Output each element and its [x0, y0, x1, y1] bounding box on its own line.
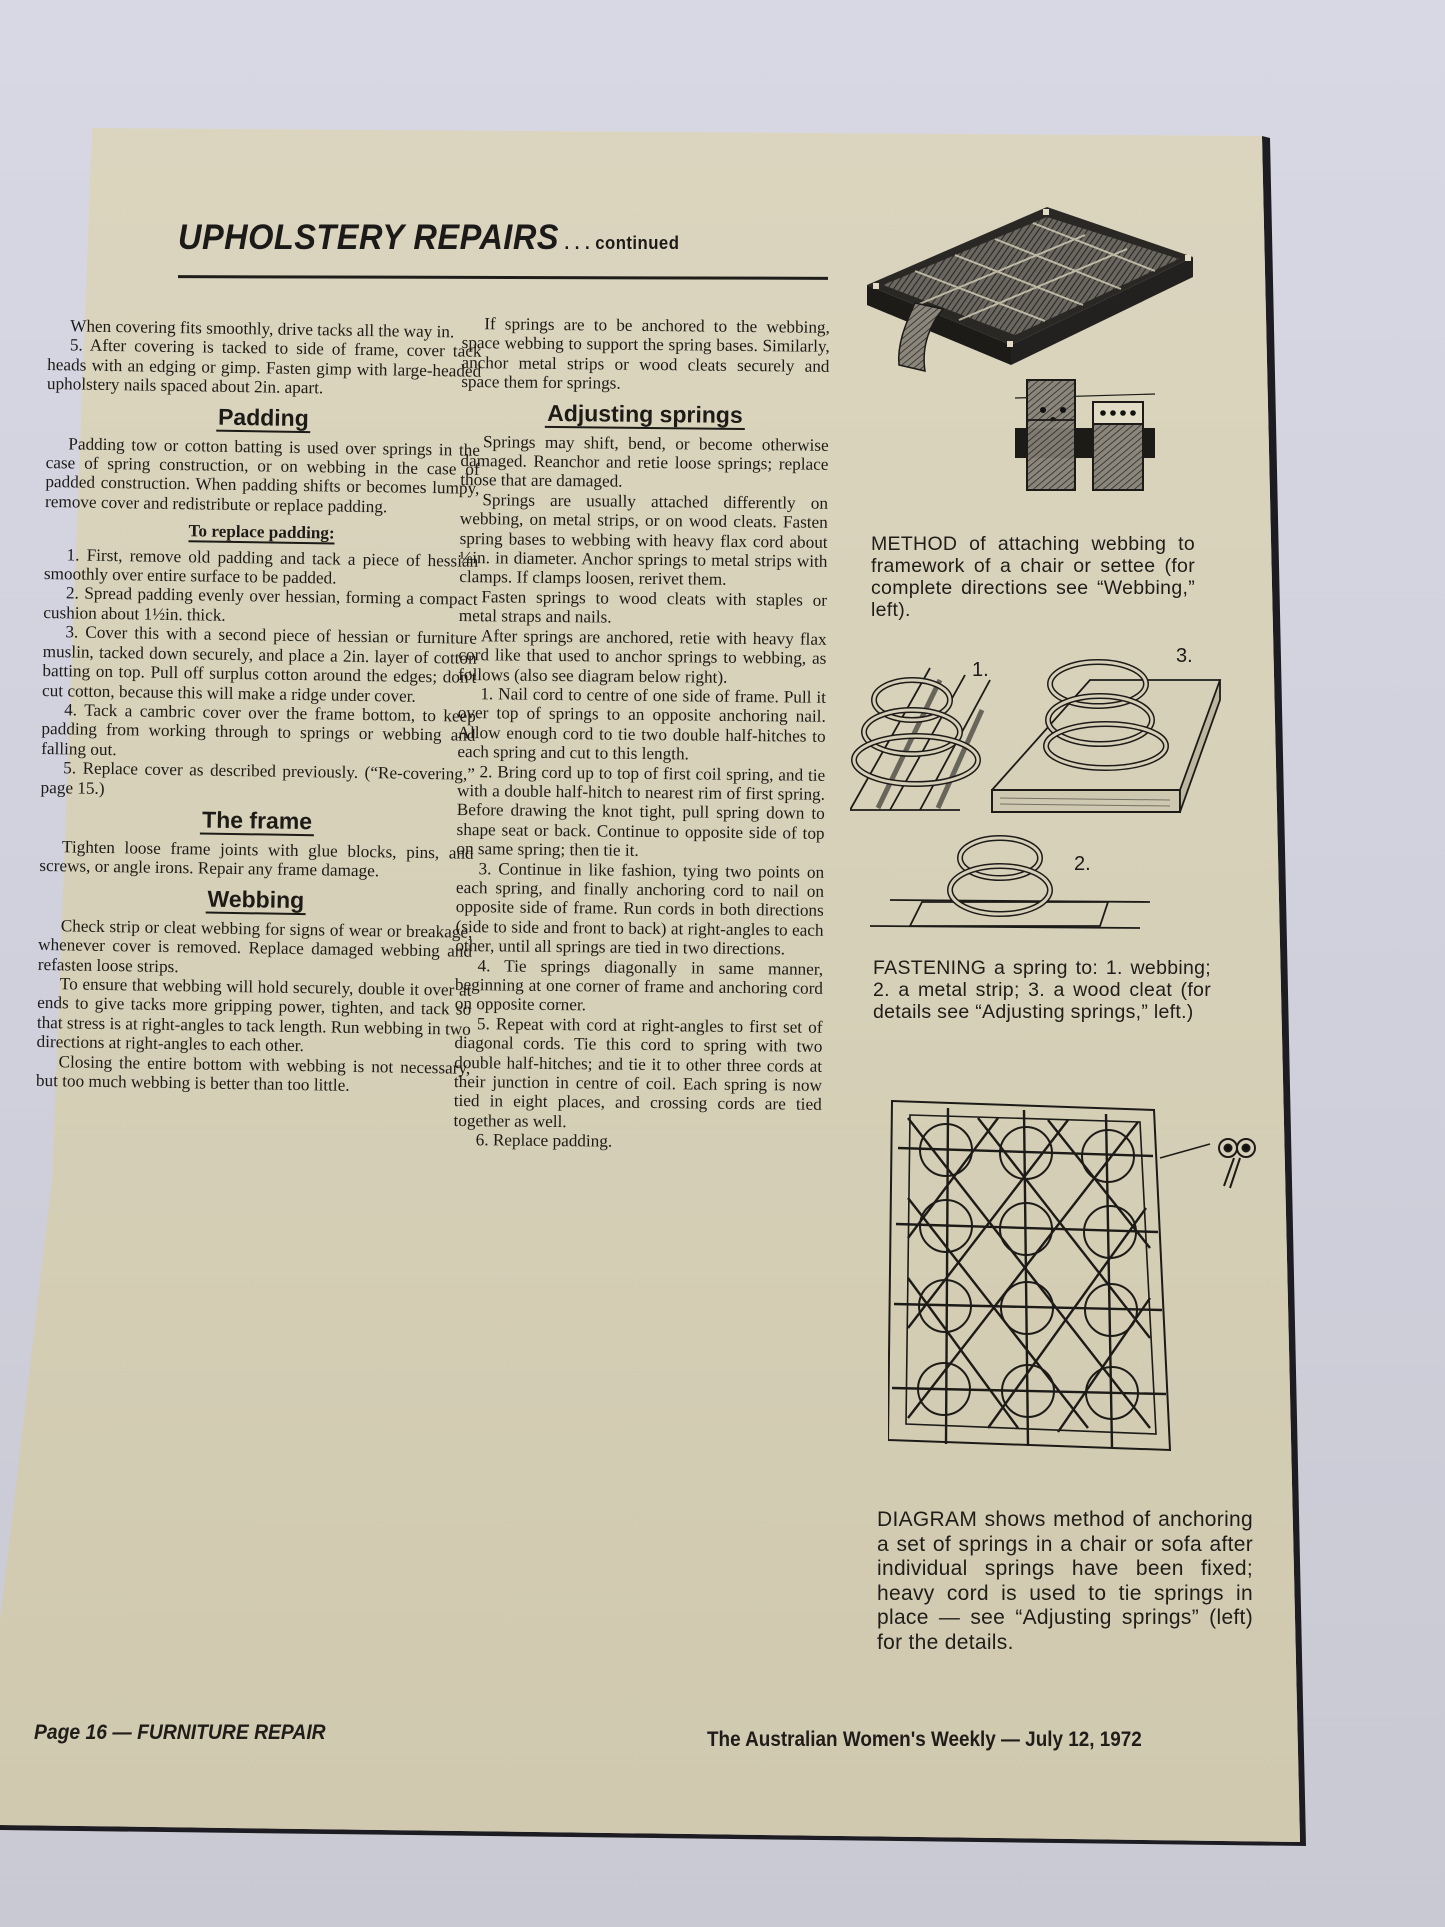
page-title: UPHOLSTERY REPAIRS . . . continued	[178, 218, 680, 257]
subheading-replace-padding: To replace padding:	[188, 521, 335, 543]
paragraph: 5. After covering is tacked to side of frame, cover tack heads with an edging or gimp. Fasten gimp with large-headed upholstery nails spaced about 2in. apart.	[46, 335, 482, 398]
footer-publication: The Australian Women's Weekly — July 12, 1972	[707, 1728, 1142, 1751]
figure-label-3: 3.	[1176, 645, 1193, 667]
paragraph: If springs are to be anchored to the webbing, space webbing to support the spring bases. Similarly, anchor metal strips or wood cleats securely and space them for springs.	[461, 314, 830, 393]
figure-label-1: 1.	[972, 659, 989, 681]
figure-caption-diagram: DIAGRAM shows method of anchoring a set of springs in a chair or sofa after individual springs have been fixed; heavy cord is used to tie springs in place — see “Adjusting springs” (left) for the details.	[877, 1508, 1253, 1654]
webbing-frame-illustration	[855, 195, 1205, 495]
page-header	[178, 218, 717, 258]
paragraph: Springs are usually attached differently on webbing, on metal strips, or on wood cleats. Fasten spring bases to webbing with heavy flax cord about ⅛in. in diameter. Anchor springs to metal strips with clamps. If clamps loosen, rerivet them.	[459, 490, 829, 590]
step: 6. Replace padding.	[475, 1130, 613, 1151]
figure-label-2: 2.	[1074, 853, 1091, 875]
paragraph: Padding tow or cotton batting is used over springs in the case of spring construction, or on webbing in the case of padded construction. When padding shifts or becomes lumpy, remove cover and redistribute or replace padding.	[44, 433, 481, 517]
section-heading-webbing: Webbing	[39, 882, 473, 917]
paragraph: Springs may shift, bend, or become otherwise damaged. Reanchor and retie loose springs; replace those that are damaged.	[460, 431, 829, 492]
figure-caption-webbing: METHOD of attaching webbing to framework of a chair or settee (for complete directions see “Webbing,” left).	[871, 533, 1195, 621]
step: 5. Repeat with cord at right-angles to first set of diagonal cords. Tie this cord to spring with two double half-hitches; and tie it to other three cords at their junction in centre of coil. Each spring is now tied in eight places, and crossing cords are tied together as well.	[453, 1014, 823, 1131]
paragraph: When covering fits smoothly, drive tacks all the way in.	[70, 316, 455, 342]
step: 2. Spread padding evenly over hessian, forming a compact cushion about 1½in. thick.	[43, 583, 478, 625]
paragraph: Tighten loose frame joints with glue blocks, pins, and screws, or angle irons. Repair any frame damage.	[39, 837, 474, 881]
figure-caption-fastening: FASTENING a spring to: 1. webbing; 2. a metal strip; 3. a wood cleat (for details see “Adjusting springs,” left.)	[873, 957, 1211, 1023]
step: 1. Nail cord to centre of one side of frame. Pull it over top of springs to an opposite anchoring nail. Allow enough cord to tie two double half-hitches to each spring and cut to this length.	[457, 684, 827, 764]
column-1	[36, 316, 482, 1097]
spring-tying-diagram	[888, 1098, 1258, 1458]
step: 3. Continue in like fashion, tying two points on each spring, and finally anchoring cord to nail on opposite side of frame. Run cords in both directions (side to side and front to back) at right-angles to each other, until all springs are tied in two directions.	[455, 858, 825, 959]
paragraph: Fasten springs to wood cleats with staples or metal straps and nails.	[458, 587, 828, 627]
step: 5. Replace cover as described previously. (“Re-covering,” page 15.)	[40, 758, 476, 798]
paragraph: To ensure that webbing will hold securely, double it over at ends to give tacks more gripping power, tighten, and tack so that stress is at right-angles to tack length. Run webbing in two directions at right-angles to each other.	[36, 974, 472, 1056]
paragraph: After springs are anchored, retie with heavy flax cord like that used to anchor springs to webbing, as follows (also see diagram below right).	[458, 625, 827, 687]
step: 4. Tack a cambric cover over the frame bottom, to keep padding from working through to springs or webbing and falling out.	[41, 700, 476, 759]
step: 2. Bring cord up to top of first coil spring, and tie with a double half-hitch to nearest rim of first spring. Before drawing the knot tight, pull spring down to shape seat or back. Continue to opposite side of top on same spring; then tie it.	[456, 761, 826, 861]
section-heading-adjusting-springs: Adjusting springs	[461, 398, 829, 430]
title-rule	[178, 275, 828, 280]
paragraph: Check strip or cleat webbing for signs of wear or breakage, whenever cover is removed. Replace damaged webbing and refasten loose strips.	[37, 916, 473, 976]
footer-page-number: Page 16 — FURNITURE REPAIR	[34, 1721, 326, 1744]
paragraph: Closing the entire bottom with webbing is not necessary, but too much webbing is better than too little.	[35, 1051, 471, 1095]
step: 4. Tie springs diagonally in same manner, beginning at one corner of frame and anchoring cord on opposite corner.	[454, 955, 824, 1015]
section-heading-frame: The frame	[40, 803, 474, 838]
step: 3. Cover this with a second piece of hessian or furniture muslin, tacked down securely, and place a 2in. layer of cotton batting on top. Pull off surplus cotton around the edges; don't cut cotton, because this will make a ridge under cover.	[41, 622, 478, 706]
spring-fastening-illustration	[850, 640, 1230, 940]
continued-label: . . . continued	[564, 233, 680, 253]
section-heading-padding: Padding	[46, 400, 480, 435]
column-2	[453, 314, 830, 1153]
step: 1. First, remove old padding and tack a piece of hessian smoothly over entire surface to be padded.	[43, 544, 479, 588]
